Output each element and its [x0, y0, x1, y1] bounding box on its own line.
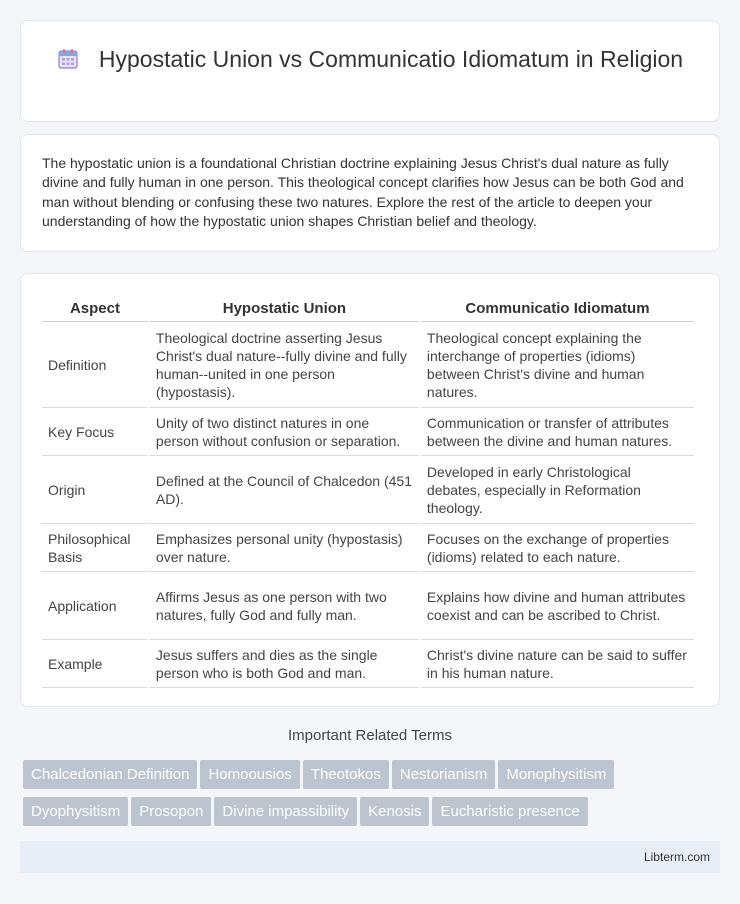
- tag-dyophysitism[interactable]: Dyophysitism: [23, 797, 128, 826]
- calendar-icon: [57, 48, 79, 70]
- page-title: [21, 45, 719, 74]
- header-communicatio-idiomatum: Communicatio Idiomatum: [421, 296, 694, 322]
- row-hypostatic-union: Affirms Jesus as one person with two natures, fully God and fully man.: [150, 572, 419, 640]
- header-hypostatic-union: Hypostatic Union: [150, 296, 419, 322]
- footer: [20, 841, 720, 873]
- table-row: [42, 408, 694, 456]
- intro-text: The hypostatic union is a foundational Christian doctrine explaining Jesus Christ's dual nature as fully divine and fully human in one person. This theological concept clarifies how Jesus can be both God and man without blending or confusing these two natures. Explore the rest of the article to deepen your understanding of how the hypostatic union shapes Christian belief and theology.: [42, 155, 684, 230]
- footer-site-link[interactable]: Libterm.com: [643, 850, 710, 864]
- table-header-row: [42, 296, 694, 322]
- comparison-table: [40, 296, 696, 688]
- table-row: [42, 524, 694, 572]
- page-title-text: Hypostatic Union vs Communicatio Idiomatum in Religion: [98, 46, 684, 72]
- tag-nestorianism[interactable]: Nestorianism: [392, 760, 496, 789]
- related-terms-title: Important Related Terms: [288, 727, 452, 744]
- row-communicatio-idiomatum: Explains how divine and human attributes coexist and can be ascribed to Christ.: [421, 572, 694, 640]
- table-row: [42, 322, 694, 408]
- tag-monophysitism[interactable]: Monophysitism: [498, 760, 614, 789]
- row-aspect: Origin: [42, 456, 148, 524]
- row-aspect: Definition: [42, 322, 148, 408]
- tag-prosopon[interactable]: Prosopon: [131, 797, 211, 826]
- tag-kenosis[interactable]: Kenosis: [360, 797, 429, 826]
- row-communicatio-idiomatum: Communication or transfer of attributes between the divine and human natures.: [421, 408, 694, 456]
- row-aspect: Application: [42, 572, 148, 640]
- tag-divine-impassibility[interactable]: Divine impassibility: [214, 797, 357, 826]
- row-hypostatic-union: Jesus suffers and dies as the single person who is both God and man.: [150, 640, 419, 688]
- related-terms-list: [23, 760, 723, 834]
- row-hypostatic-union: Unity of two distinct natures in one person without confusion or separation.: [150, 408, 419, 456]
- intro-card: [20, 134, 720, 252]
- tag-theotokos[interactable]: Theotokos: [303, 760, 389, 789]
- row-communicatio-idiomatum: Christ's divine nature can be said to suffer in his human nature.: [421, 640, 694, 688]
- row-communicatio-idiomatum: Focuses on the exchange of properties (idioms) related to each nature.: [421, 524, 694, 572]
- row-aspect: Philosophical Basis: [42, 524, 148, 572]
- row-hypostatic-union: Emphasizes personal unity (hypostasis) over nature.: [150, 524, 419, 572]
- row-hypostatic-union: Defined at the Council of Chalcedon (451 AD).: [150, 456, 419, 524]
- row-communicatio-idiomatum: Theological concept explaining the interchange of properties (idioms) between Christ's divine and human natures.: [421, 322, 694, 408]
- table-row: [42, 456, 694, 524]
- row-communicatio-idiomatum: Developed in early Christological debates, especially in Reformation theology.: [421, 456, 694, 524]
- row-aspect: Example: [42, 640, 148, 688]
- row-aspect: Key Focus: [42, 408, 148, 456]
- tag-homoousios[interactable]: Homoousios: [200, 760, 299, 789]
- row-hypostatic-union: Theological doctrine asserting Jesus Christ's dual nature--fully divine and fully human--united in one person (hypostasis).: [150, 322, 419, 408]
- header-aspect: Aspect: [42, 296, 148, 322]
- table-row: [42, 572, 694, 640]
- tag-chalcedonian-definition[interactable]: Chalcedonian Definition: [23, 760, 197, 789]
- tag-eucharistic-presence[interactable]: Eucharistic presence: [432, 797, 587, 826]
- header-card: [20, 20, 720, 122]
- table-row: [42, 640, 694, 688]
- comparison-card: [20, 273, 720, 707]
